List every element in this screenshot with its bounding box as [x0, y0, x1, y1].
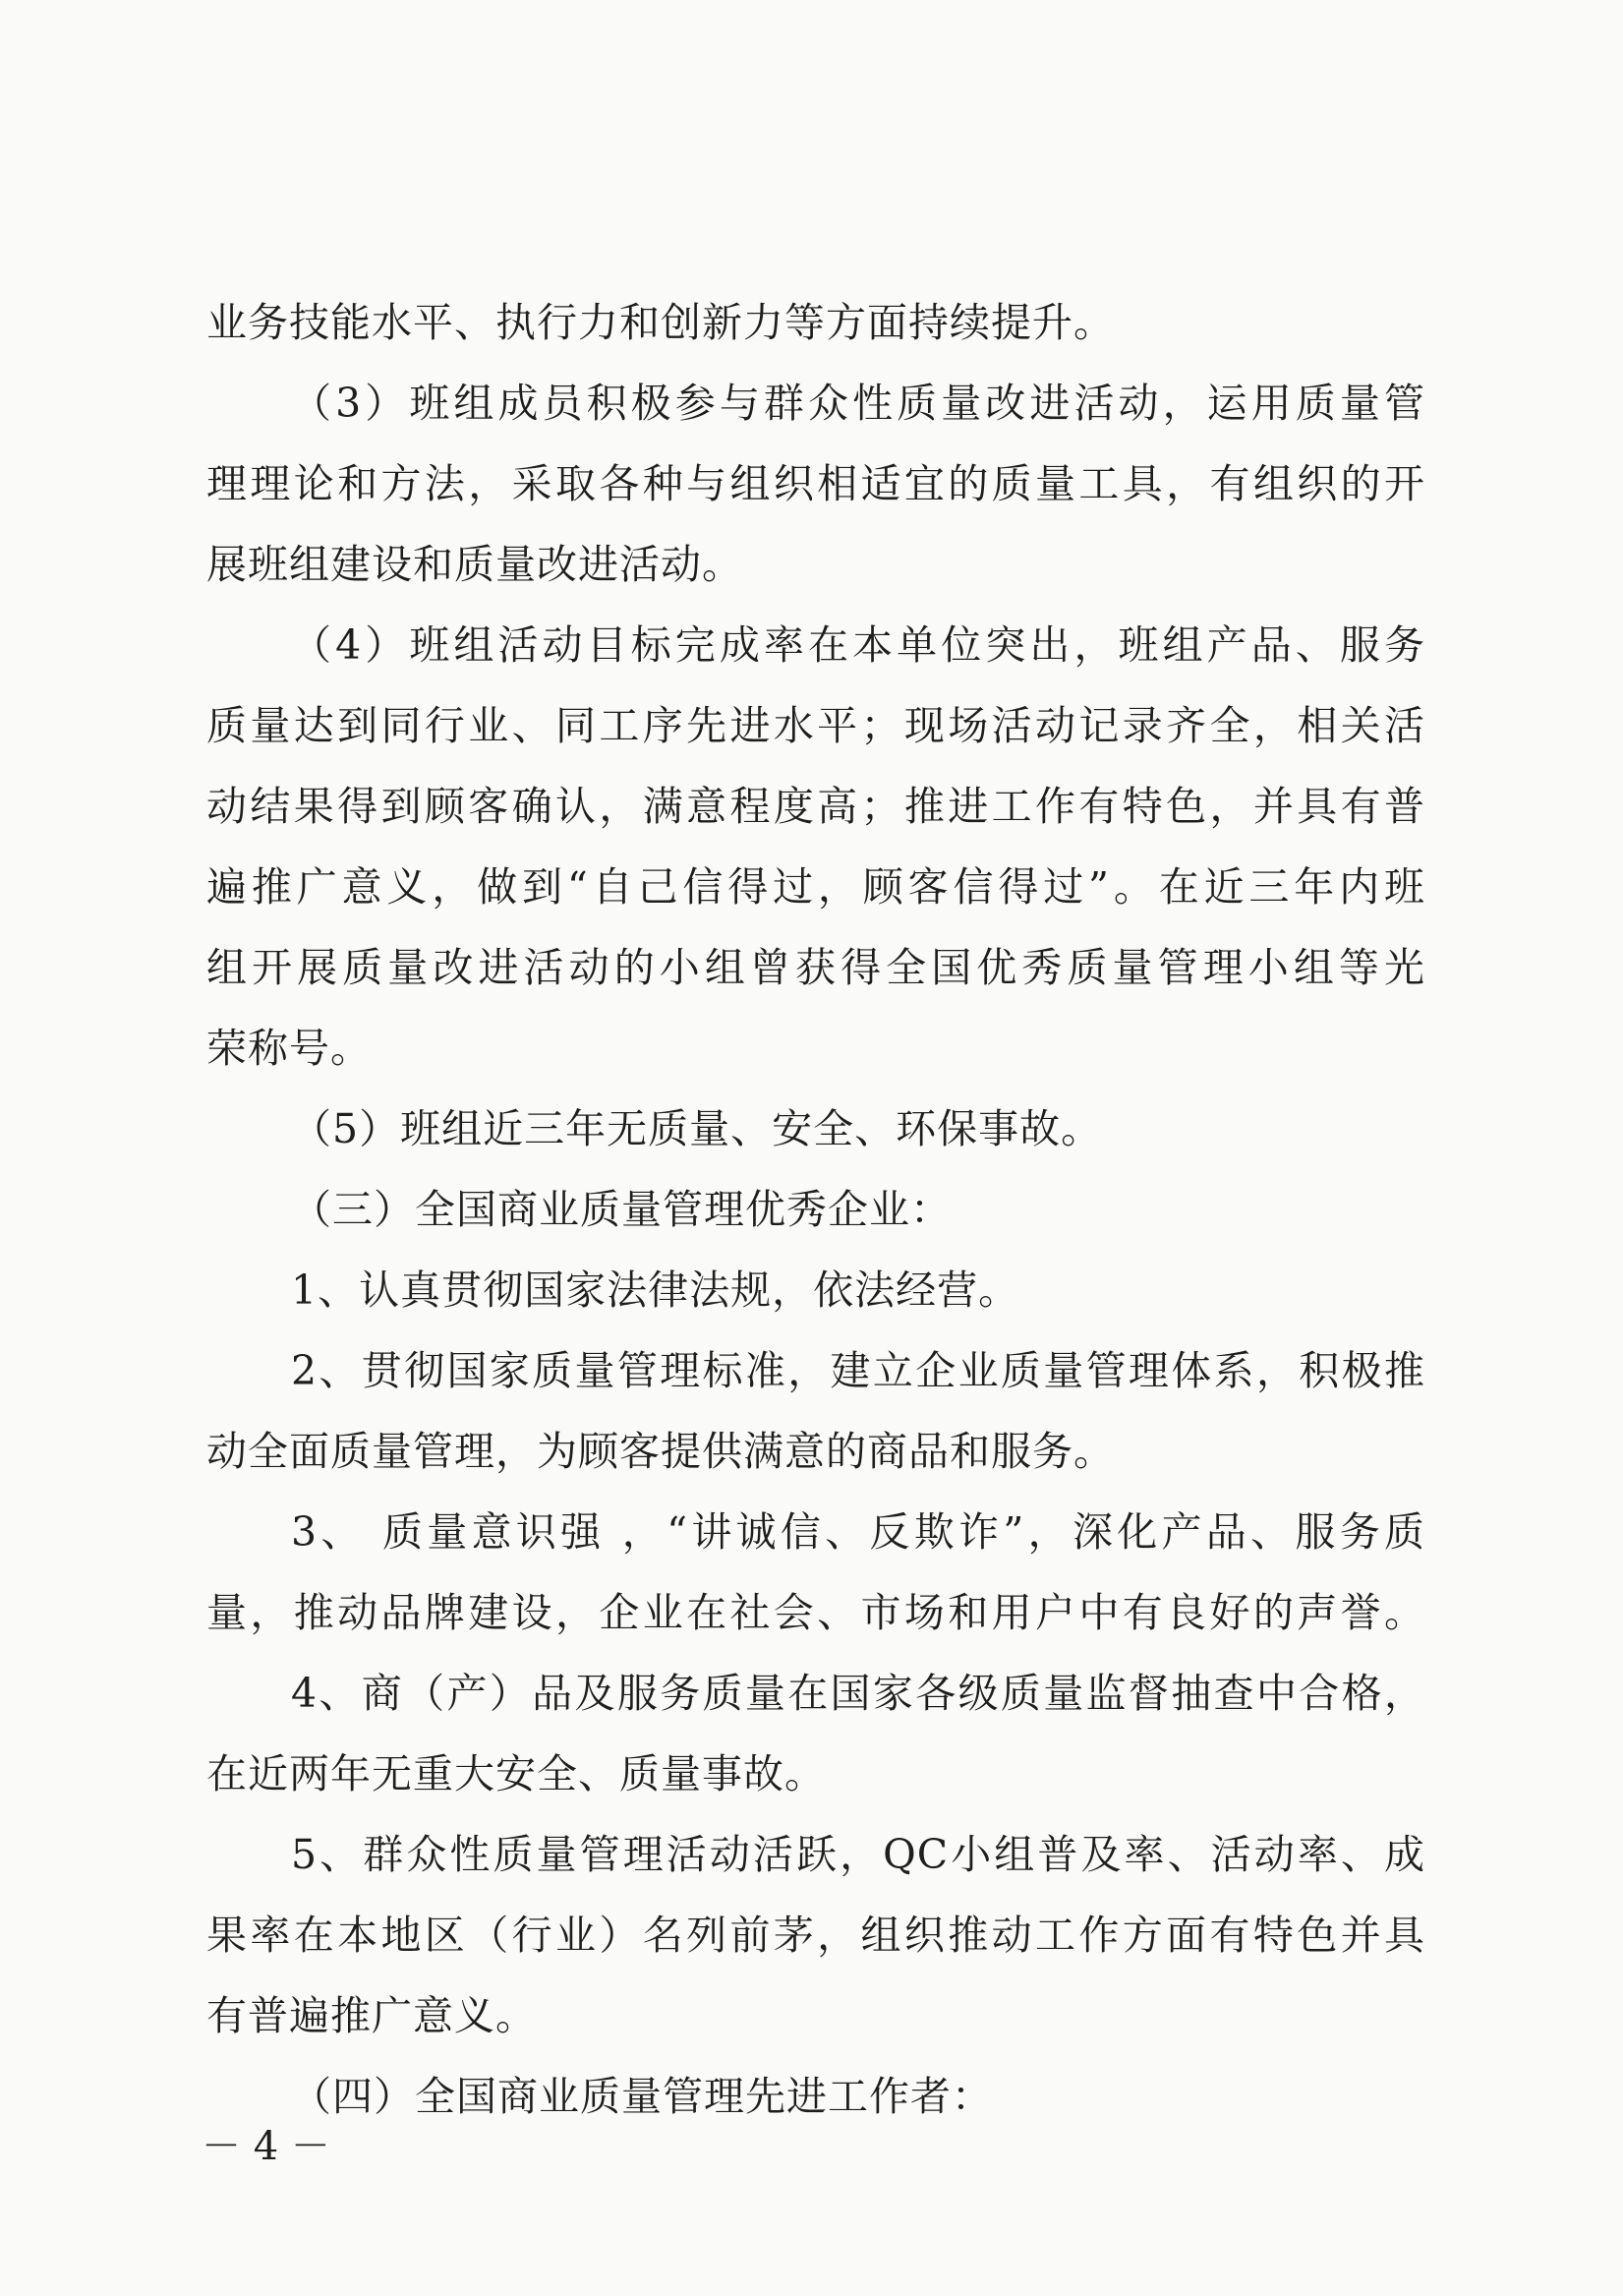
text-line-15: 动全面质量管理，为顾客提供满意的商品和服务。: [206, 1428, 1115, 1475]
text-line-17: 量，推动品牌建设，企业在社会、市场和用户中有良好的声誉。: [206, 1589, 1425, 1636]
text-line-16: 3、 质量意识强 ，“讲诚信、反欺诈”，深化产品、服务质: [291, 1508, 1425, 1556]
text-line-6: 质量达到同行业、同工序先进水平；现场活动记录齐全，相关活: [206, 702, 1425, 749]
text-line-11: （5）班组近三年无质量、安全、环保事故。: [291, 1105, 1103, 1152]
text-line-22: 有普遍推广意义。: [206, 1992, 537, 2039]
text-line-1: 业务技能水平、执行力和创新力等方面持续提升。: [206, 299, 1115, 346]
text-line-19: 在近两年无重大安全、质量事故。: [206, 1750, 826, 1797]
text-line-4: 展班组建设和质量改进活动。: [206, 541, 743, 588]
text-line-21: 果率在本地区（行业）名列前茅，组织推动工作方面有特色并具: [206, 1912, 1425, 1959]
text-line-18: 4、商（产）品及服务质量在国家各级质量监督抽查中合格，: [291, 1670, 1425, 1717]
page-number: － 4 －: [202, 2124, 330, 2169]
text-line-13: 1、认真贯彻国家法律法规，依法经营。: [291, 1266, 1020, 1314]
text-line-10: 荣称号。: [206, 1025, 372, 1072]
text-line-2: （3）班组成员积极参与群众性质量改进活动，运用质量管: [291, 380, 1425, 427]
text-line-8: 遍推广意义，做到“自己信得过，顾客信得过”。在近三年内班: [206, 863, 1425, 911]
text-line-9: 组开展质量改进活动的小组曾获得全国优秀质量管理小组等光: [206, 944, 1425, 991]
text-line-7: 动结果得到顾客确认，满意程度高；推进工作有特色，并具有普: [206, 783, 1425, 830]
section-heading-3: （三）全国商业质量管理优秀企业：: [291, 1186, 952, 1233]
text-line-14: 2、贯彻国家质量管理标准，建立企业质量管理体系，积极推: [291, 1347, 1425, 1394]
text-line-3: 理理论和方法，采取各种与组织相适宜的质量工具，有组织的开: [206, 460, 1425, 507]
text-line-20: 5、群众性质量管理活动活跃，QC小组普及率、活动率、成: [291, 1831, 1425, 1878]
text-line-5: （4）班组活动目标完成率在本单位突出，班组产品、服务: [291, 621, 1425, 669]
section-heading-4: （四）全国商业质量管理先进工作者：: [291, 2073, 993, 2120]
